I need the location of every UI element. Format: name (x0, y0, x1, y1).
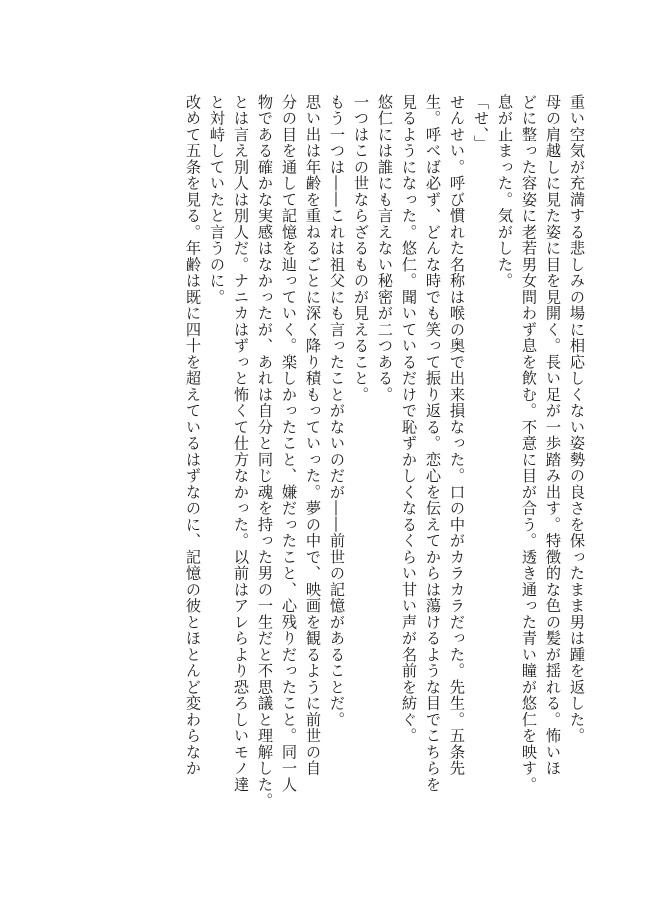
text-line: 悠仁には誰にも言えない秘密が二つある。 (376, 94, 394, 403)
text-line: 物である確かな実感はなかったが、あれは自分と同じ魂を持った男の一生だと不思議と理解した。 (256, 94, 274, 809)
text-line: もう一つは――これは祖父にも言ったことがないのだが――前世の記憶があることだ。 (328, 94, 346, 728)
text-line: 「せ、」 (472, 94, 490, 152)
text-line: と対峙していたと言うのに。 (208, 94, 226, 306)
vertical-text-body (49, 94, 589, 839)
text-line: 重い空気が充満する悲しみの場に相応しくない姿勢の良さを保ったまま男は踵を返した。 (568, 94, 586, 744)
text-line: 見るようになった。悠仁。聞いているだけで恥ずかしくなるくらい甘い声が名前を紡ぐ。 (400, 94, 418, 744)
text-line: とは言え別人は別人だ。ナニカはずっと怖くて仕方なかった。以前はアレらより恐ろしいモノ達 (232, 94, 250, 793)
text-line: 一つはこの世ならざるものが見えること。 (352, 94, 370, 403)
text-line: 分の目を通して記憶を辿っていく。楽しかったこと、嫌だったこと、心残りだったこと。同一人 (280, 94, 298, 793)
text-line: 生。呼べば必ず、どんな時でも笑って振り返る。恋心を伝えてからは蕩けるような目でこちらを (424, 94, 442, 793)
text-line: 母の肩越しに見た姿に目を見開く。長い足が一歩踏み出す。特徴的な色の髪が揺れる。怖いほ (544, 94, 562, 777)
text-line: せんせい。呼び慣れた名称は喉の奥で出来損なった。口の中がカラカラだった。先生。五条先 (448, 94, 466, 777)
text-line: どに整った容姿に老若男女問わず息を飲む。不意に目が合う。透き通った青い瞳が悠仁を映す。 (520, 94, 538, 793)
text-line: 思い出は年齢を重ねるごとに深く降り積もっていった。夢の中で、映画を観るように前世の自 (304, 94, 322, 777)
text-line: 改めて五条を見る。年齢は既に四十を超えているはずなのに、記憶の彼とほとんど変わらなか (184, 94, 202, 777)
text-line: 息が止まった。気がした。 (496, 94, 514, 289)
